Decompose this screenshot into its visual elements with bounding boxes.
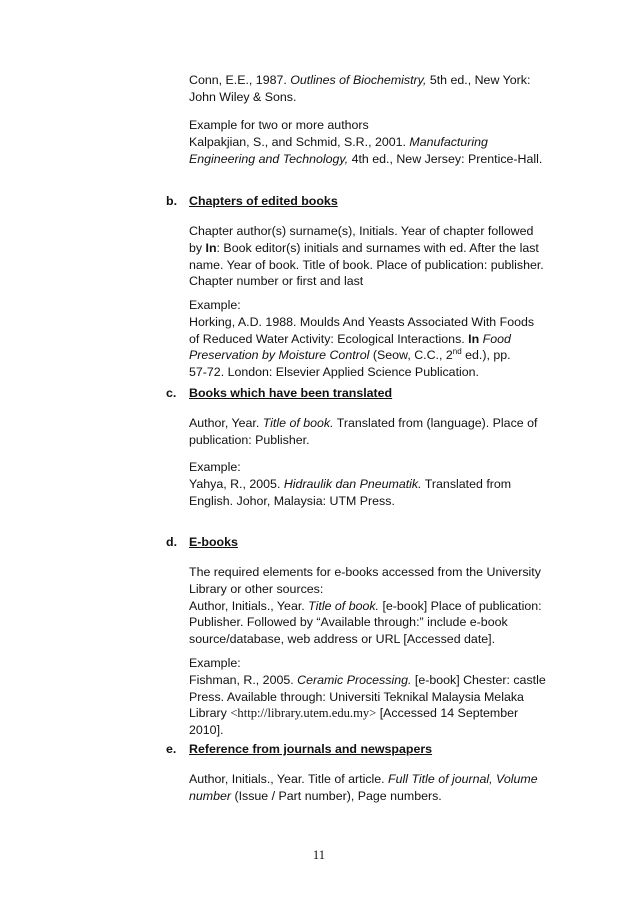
section-d-title: E-books: [189, 535, 238, 549]
section-e-desc-author: Author, Initials., Year. Title of article.: [189, 772, 389, 786]
section-d-desc-author: Author, Initials., Year.: [189, 598, 309, 613]
yahya-translated: Translated from: [421, 476, 512, 491]
section-c-example-label: Example:: [189, 460, 241, 474]
section-c-desc-rest: Translated from (language). Place of: [333, 416, 538, 430]
multi-authors-label: Example for two or more authors: [189, 118, 369, 132]
fishman-year: 2010].: [189, 723, 224, 738]
fishman-author: Fishman, R., 2005.: [189, 672, 298, 687]
section-b-desc-line: name. Year of book. Title of book. Place of publication: publisher.: [189, 257, 544, 272]
section-d-heading: [166, 534, 238, 551]
section-d-letter: d.: [166, 535, 178, 549]
section-c-letter: c.: [166, 386, 177, 400]
yahya-publisher: English. Johor, Malaysia: UTM Press.: [189, 493, 395, 508]
horking-book-title-part2: Preservation by Moisture Control: [189, 348, 370, 363]
section-b-desc-line: Chapter author(s) surname(s), Initials. Year of chapter followed: [189, 224, 534, 238]
section-e-desc-number: number: [189, 788, 232, 803]
section-d-desc-title: Title of book.: [308, 598, 380, 613]
horking-line-2: of Reduced Water Activity: Ecological Interactions.: [189, 331, 469, 346]
section-d-desc-rest: [e-book] Place of publication:: [379, 598, 542, 613]
section-b-example: [189, 297, 562, 381]
kalpakjian-publisher: 4th ed., New Jersey: Prentice-Hall.: [348, 151, 543, 166]
horking-edition-sup: nd: [452, 347, 462, 357]
section-d-example-label: Example:: [189, 656, 241, 670]
section-e-desc-rest: (Issue / Part number), Page numbers.: [231, 788, 442, 803]
section-b-description: [189, 223, 562, 290]
horking-line-4: 57-72. London: Elsevier Applied Science Publication.: [189, 365, 479, 380]
section-b-desc-in: In: [205, 240, 217, 255]
section-b-desc-rest: : Book editor(s) initials and surnames with ed. After the last: [216, 240, 539, 255]
section-b-letter: b.: [166, 194, 178, 208]
kalpakjian-authors: Kalpakjian, S., and Schmid, S.R., 2001.: [189, 134, 410, 149]
section-c-example: [189, 459, 562, 509]
fishman-title: Ceramic Processing.: [297, 672, 412, 687]
conn-title: Outlines of Biochemistry,: [290, 73, 427, 87]
section-d-description: [189, 564, 562, 648]
page-number: 11: [312, 848, 326, 862]
yahya-title: Hidraulik dan Pneumatik.: [283, 476, 422, 491]
section-d-example: [189, 655, 562, 739]
horking-line-1: Horking, A.D. 1988. Moulds And Yeasts Associated With Foods: [189, 314, 535, 329]
horking-editor: (Seow, C.C., 2: [369, 348, 453, 363]
fishman-line-2: Press. Available through: Universiti Teknikal Malaysia Melaka: [189, 689, 524, 704]
conn-edition: 5th ed., New York:: [426, 73, 531, 87]
section-b-example-label: Example:: [189, 298, 241, 312]
section-c-description: [189, 415, 562, 449]
reference-conn: [189, 72, 562, 106]
kalpakjian-title-part2: Engineering and Technology,: [189, 151, 349, 166]
section-c-desc-line2: publication: Publisher.: [189, 432, 310, 447]
section-d-desc-line4: Publisher. Followed by “Available through:” include e-book: [189, 615, 508, 630]
fishman-publisher: [e-book] Chester: castle: [411, 672, 546, 687]
horking-in: In: [468, 331, 480, 346]
section-c-desc-title: Title of book.: [262, 416, 334, 430]
fishman-accessed: [Accessed 14 September: [376, 706, 519, 721]
section-b-desc-line: Chapter number or first and last: [189, 274, 364, 289]
section-e-description: [189, 771, 562, 805]
example-multi-authors: [189, 117, 562, 167]
section-c-title: Books which have been translated: [189, 386, 393, 400]
section-e-heading: [166, 741, 432, 758]
yahya-author: Yahya, R., 2005.: [189, 476, 284, 491]
horking-edition: ed.), pp.: [461, 348, 511, 363]
fishman-url: <http://library.utem.edu.my>: [230, 706, 377, 721]
horking-book-title-part1: Food: [482, 331, 511, 346]
section-b-title: Chapters of edited books: [189, 194, 338, 208]
section-b-heading: [166, 193, 338, 210]
conn-authors: Conn, E.E., 1987.: [189, 73, 291, 87]
section-d-desc-line1: The required elements for e-books accessed from the University: [189, 565, 541, 579]
section-e-title: Reference from journals and newspapers: [189, 742, 433, 756]
section-e-desc-title: Full Title of journal, Volume: [388, 772, 538, 786]
fishman-library: Library: [189, 706, 231, 721]
section-e-letter: e.: [166, 742, 177, 756]
section-d-desc-line5: source/database, web address or URL [Accessed date].: [189, 632, 496, 647]
section-c-heading: [166, 385, 392, 402]
kalpakjian-title-part1: Manufacturing: [409, 134, 488, 149]
section-b-desc-by: by: [189, 240, 206, 255]
section-c-desc-author: Author, Year.: [189, 416, 263, 430]
section-d-desc-line2: Library or other sources:: [189, 581, 324, 596]
conn-publisher: John Wiley & Sons.: [189, 89, 297, 104]
